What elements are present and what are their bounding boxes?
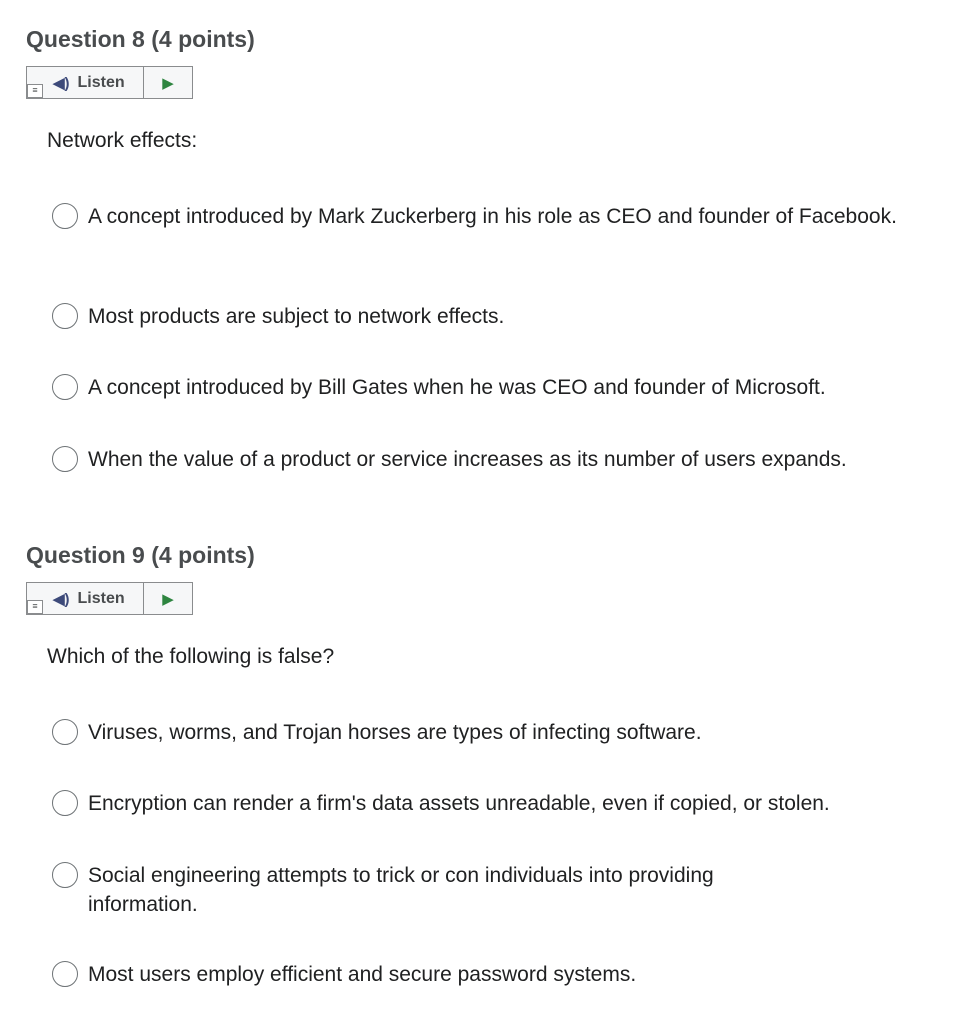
answer-option[interactable]: Most users employ efficient and secure password systems. [52, 960, 952, 989]
answer-option[interactable]: Most products are subject to network effects. [52, 302, 952, 331]
answer-option[interactable]: Viruses, worms, and Trojan horses are types of infecting software. [52, 718, 952, 747]
question-title: Question 9 (4 points) [26, 542, 255, 568]
question-9 [26, 542, 255, 611]
answer-option[interactable]: A concept introduced by Mark Zuckerberg in his role as CEO and founder of Facebook. [52, 202, 912, 231]
radio-button[interactable] [52, 719, 78, 745]
radio-button[interactable] [52, 961, 78, 987]
radio-button[interactable] [52, 446, 78, 472]
answer-option[interactable]: When the value of a product or service increases as its number of users expands. [52, 445, 952, 474]
menu-icon[interactable]: ≡ [27, 600, 43, 614]
play-icon: ▶ [162, 74, 174, 92]
radio-button[interactable] [52, 790, 78, 816]
answer-option[interactable]: Encryption can render a firm's data assets unreadable, even if copied, or stolen. [52, 789, 952, 818]
listen-widget [26, 582, 193, 615]
speaker-icon: ◀) [53, 590, 70, 608]
listen-button[interactable]: ≡ ◀) Listen [27, 67, 144, 98]
answer-option[interactable]: Social engineering attempts to trick or con individuals into providing information. [52, 861, 812, 919]
radio-button[interactable] [52, 374, 78, 400]
play-icon: ▶ [162, 590, 174, 608]
play-button[interactable] [144, 583, 192, 614]
radio-button[interactable] [52, 303, 78, 329]
radio-button[interactable] [52, 862, 78, 888]
listen-button[interactable]: ≡ ◀) Listen [27, 583, 144, 614]
play-button[interactable] [144, 67, 192, 98]
question-title: Question 8 (4 points) [26, 26, 255, 52]
menu-icon[interactable]: ≡ [27, 84, 43, 98]
listen-widget [26, 66, 193, 99]
question-prompt: Which of the following is false? [47, 645, 335, 668]
answer-option[interactable]: A concept introduced by Bill Gates when he was CEO and founder of Microsoft. [52, 373, 952, 402]
radio-button[interactable] [52, 203, 78, 229]
question-8 [26, 26, 255, 95]
question-prompt: Network effects: [47, 129, 198, 152]
speaker-icon: ◀) [53, 74, 70, 92]
